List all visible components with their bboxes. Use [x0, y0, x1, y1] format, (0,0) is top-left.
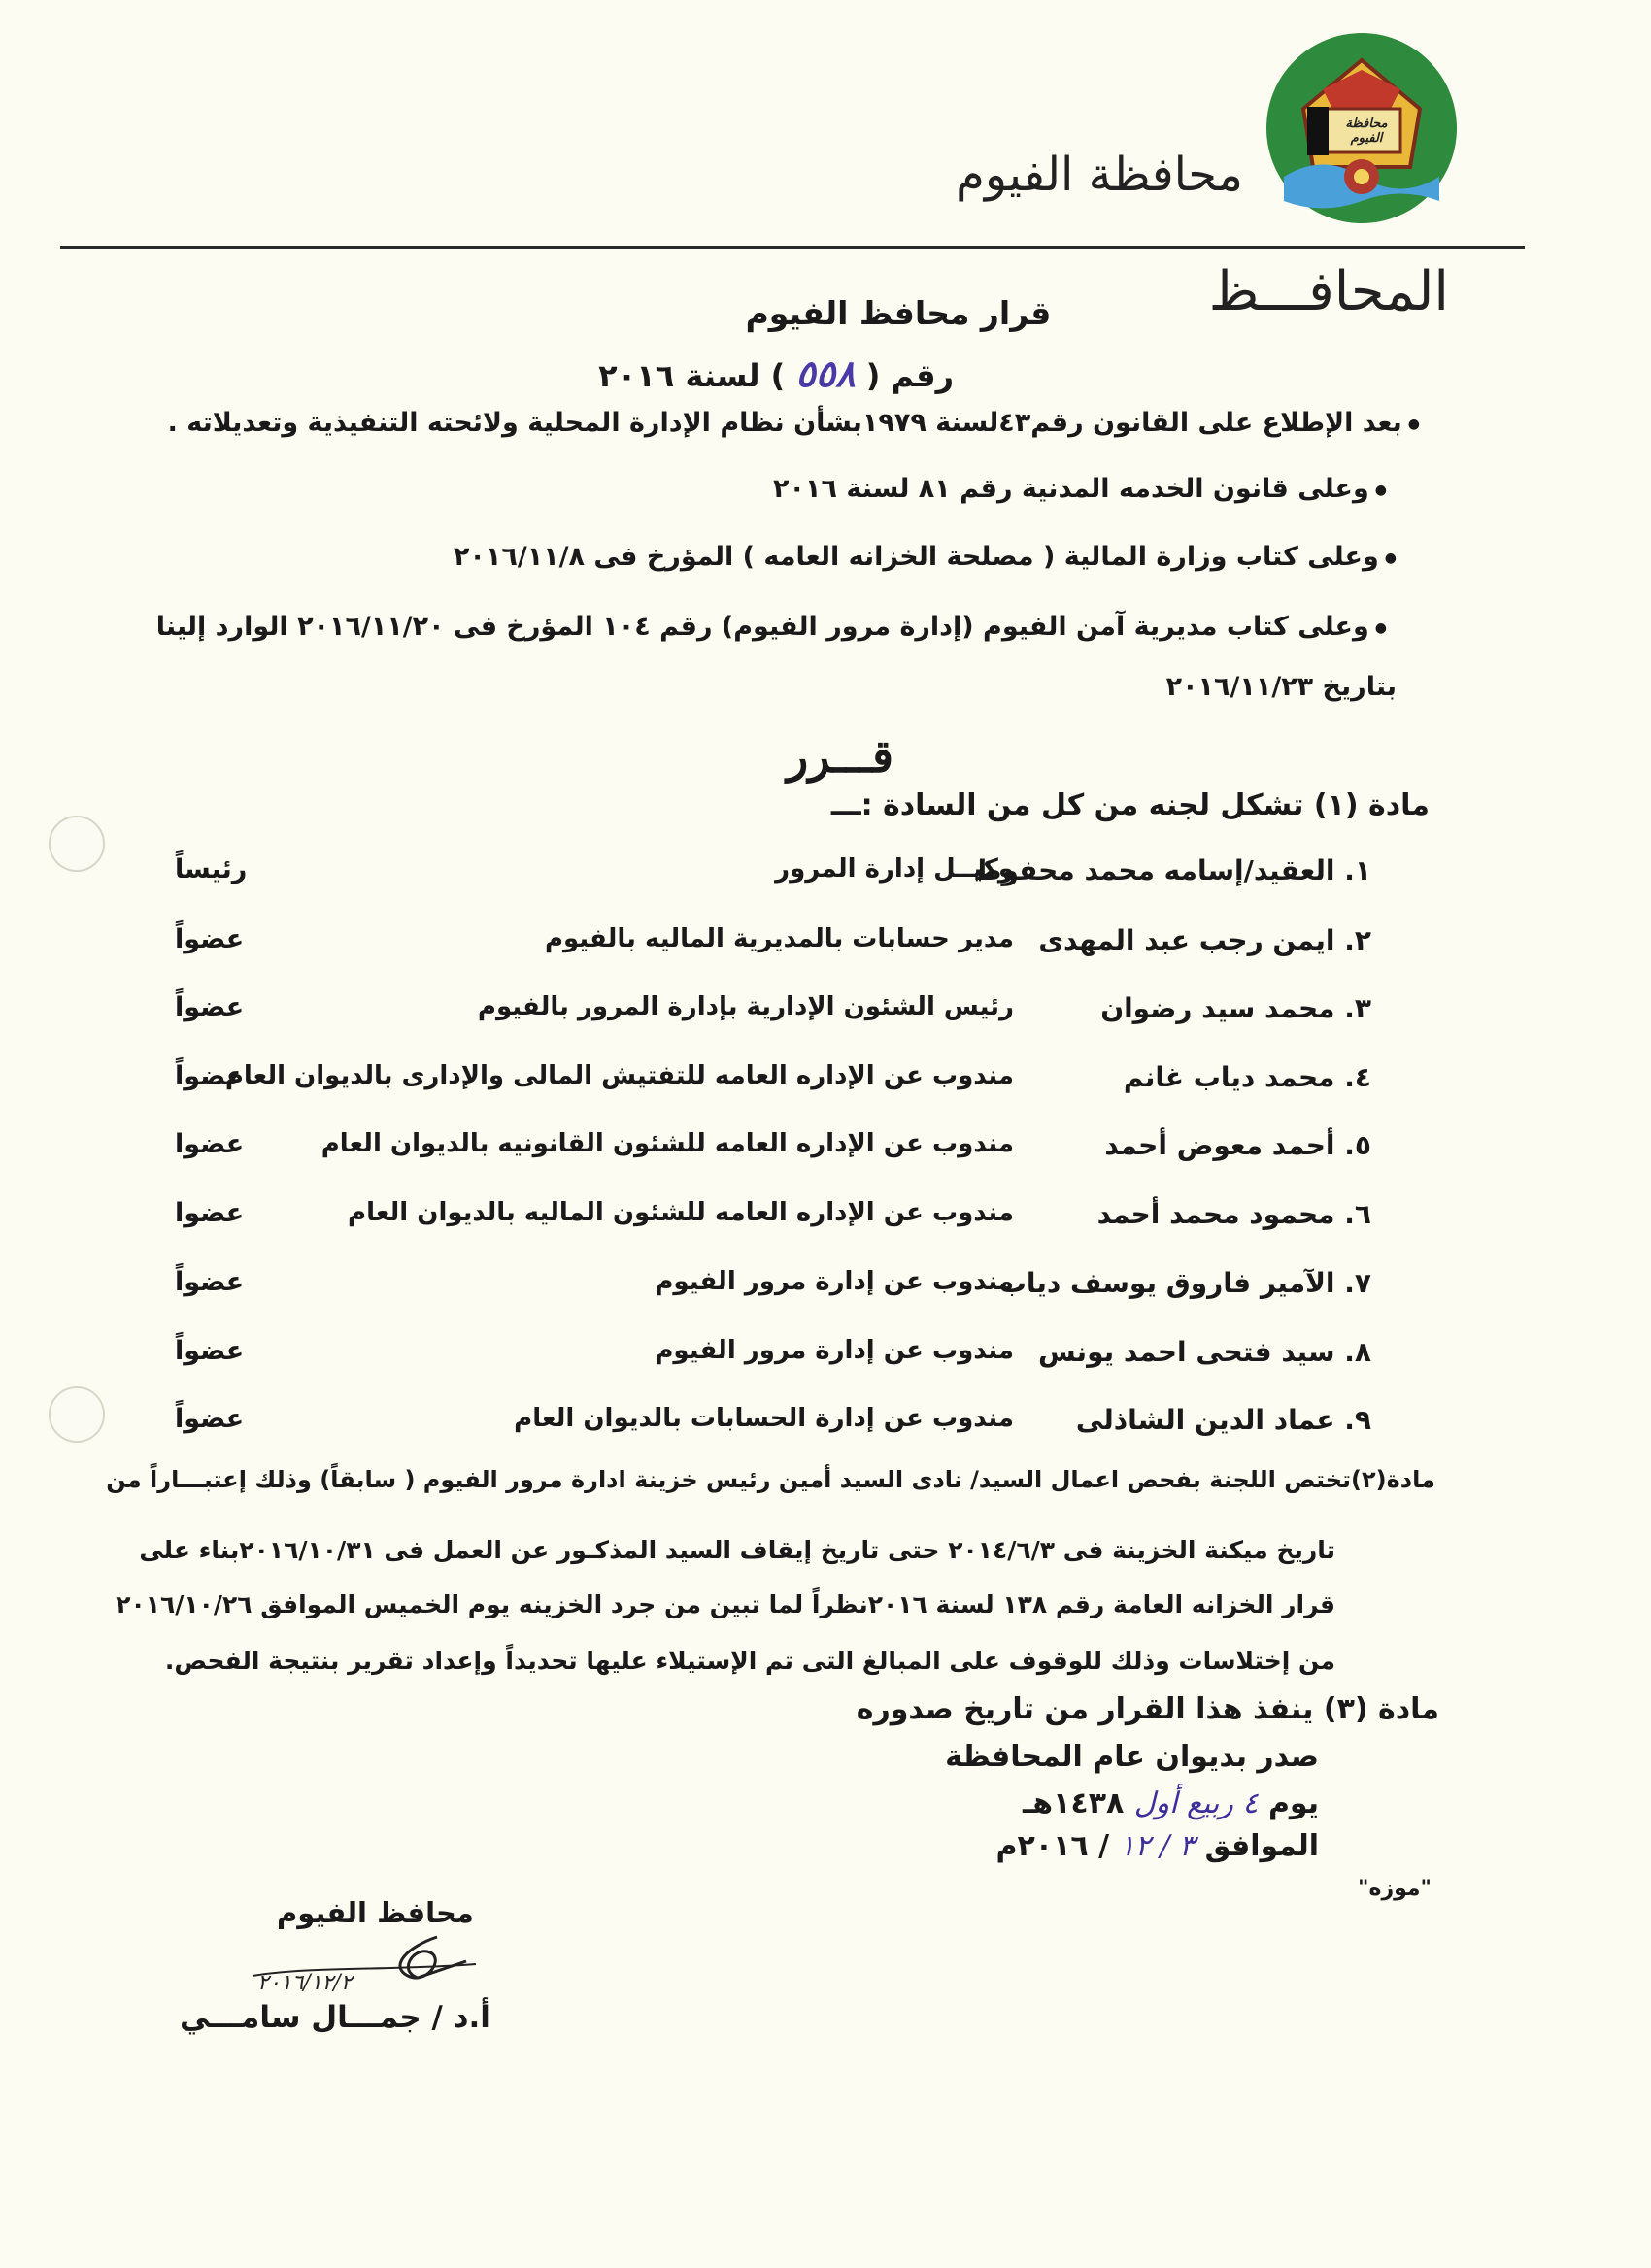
recital-4: ●وعلى كتاب مديرية آمن الفيوم (إدارة مرور الفيوم) رقم ١٠٤ المؤرخ فى ٢٠١٦/١١/٢٠ الوارد إلينا [155, 612, 1387, 642]
member-row-9 [175, 1404, 1371, 1452]
governorate-logo [1264, 31, 1459, 225]
member-row-1 [175, 854, 1371, 903]
member-name: ٦. محمود محمد أحمد [1096, 1198, 1371, 1230]
member-name: ٤. محمد دياب غانم [1123, 1061, 1371, 1093]
member-row-3 [175, 992, 1371, 1041]
gregorian-year: / ٢٠١٦م [995, 1829, 1110, 1863]
member-job: مندوب عن إدارة مرور الفيوم [655, 1336, 1014, 1365]
hijri-year: ١٤٣٨هـ [1023, 1786, 1125, 1820]
member-job: رئيس الشئون الإدارية بإدارة المرور بالفيوم [477, 992, 1014, 1021]
member-role: عضواً [175, 1336, 245, 1366]
recital-text: بعد الإطلاع على القانون رقم٤٣لسنة ١٩٧٩بشأن نظام الإدارة المحلية ولائحته التنفيذية وتعديلاته . [167, 408, 1402, 438]
member-name: ٨. سيد فتحى احمد يونس [1037, 1336, 1371, 1368]
decision-title: قرار محافظ الفيوم [745, 294, 1052, 332]
member-name: ٢. ايمن رجب عبد المهدى [1038, 924, 1371, 956]
issuance-place: صدر بديوان عام المحافظة [945, 1740, 1319, 1774]
member-job: مندوب عن إدارة مرور الفيوم [655, 1267, 1014, 1296]
member-job: مندوب عن الإداره العامه للتفتيش المالى والإدارى بالديوان العام [224, 1061, 1014, 1090]
recital-1: ●بعد الإطلاع على القانون رقم٤٣لسنة ١٩٧٩بشأن نظام الإدارة المحلية ولائحته التنفيذية وتعديلاته . [167, 408, 1420, 438]
member-row-2 [175, 924, 1371, 973]
issuance-gregorian-date [995, 1829, 1319, 1863]
hijri-day-handwritten: ٤ ربيع أول [1133, 1786, 1259, 1820]
member-role: عضواً [175, 924, 245, 954]
member-role: عضواً [175, 1267, 245, 1297]
gregorian-day-handwritten: ٣ / ١٢ [1119, 1829, 1196, 1863]
reference-code: "موزه" [1358, 1877, 1432, 1901]
issuance-hijri-date [1023, 1786, 1319, 1820]
member-job: مندوب عن الإداره العامه للشئون الماليه بالديوان العام [348, 1198, 1014, 1227]
member-name: ٥. أحمد معوض أحمد [1104, 1129, 1371, 1161]
article-2-line-2: تاريخ ميكنة الخزينة فى ٢٠١٤/٦/٣ حتى تاريخ إيقاف السيد المذكـور عن العمل فى ٢٠١٦/١٠/٣١بناء على [139, 1536, 1335, 1564]
article-3: مادة (٣) ينفذ هذا القرار من تاريخ صدوره [856, 1692, 1439, 1726]
member-name: ٩. عماد الدين الشاذلى [1075, 1404, 1371, 1436]
signature-name: أ.د / جمـــال سامـــي [180, 2000, 490, 2035]
article-1-heading: مادة (١) تشكل لجنه من كل من السادة :ـــ [830, 788, 1430, 822]
office-title: المحافـــظ [1208, 260, 1449, 323]
hijri-label: يوم [1267, 1786, 1319, 1820]
member-row-6 [175, 1198, 1371, 1247]
member-row-4 [175, 1061, 1371, 1110]
decision-number-prefix: رقم ( [865, 357, 954, 394]
decreed-heading: قـــرر [786, 730, 893, 783]
decision-number-value: ٥٥٨ [795, 351, 856, 395]
member-row-5 [175, 1129, 1371, 1178]
member-name: ٧. الآمير فاروق يوسف دياب [998, 1267, 1371, 1299]
recital-text: وعلى كتاب مديرية آمن الفيوم (إدارة مرور الفيوم) رقم ١٠٤ المؤرخ فى ٢٠١٦/١١/٢٠ الوارد إلينا [155, 612, 1369, 642]
signature-date-handwritten: ٢٠١٦/١٢/٢ [257, 1971, 353, 1995]
recital-text: وعلى كتاب وزارة المالية ( مصلحة الخزانه العامه ) المؤرخ فى ٢٠١٦/١١/٨ [453, 542, 1379, 572]
member-role: عضوا [175, 1129, 245, 1159]
punch-hole-bottom [49, 1386, 105, 1443]
logo-text: محافظة الفيوم [1345, 117, 1388, 146]
decision-number-suffix: ) لسنة ٢٠١٦ [598, 357, 786, 394]
member-job: مندوب عن الإداره العامه للشئون القانونيه بالديوان العام [320, 1129, 1014, 1158]
punch-hole-top [49, 816, 105, 872]
decision-number [598, 351, 954, 395]
article-2-line-4: من إختلاسات وذلك للوقوف على المبالغ التى تم الإستيلاء عليها تحديداً وإعداد تقرير بنتيجة الفحص. [164, 1647, 1335, 1675]
governorate-name: محافظة الفيوم [956, 148, 1243, 202]
member-role: عضواً [175, 1061, 245, 1091]
member-job: مدير حسابات بالمديرية الماليه بالفيوم [544, 924, 1014, 953]
member-role: عضواً [175, 992, 245, 1022]
recital-text: وعلى قانون الخدمه المدنية رقم ٨١ لسنة ٢٠١٦ [773, 474, 1369, 504]
member-role: عضوا [175, 1198, 245, 1228]
header-rule [60, 246, 1525, 249]
member-row-7 [175, 1267, 1371, 1316]
gregorian-label: الموافق [1204, 1829, 1319, 1863]
signature-title: محافظ الفيوم [277, 1896, 474, 1929]
recital-4-continued: بتاريخ ٢٠١٦/١١/٢٣ [1165, 672, 1397, 702]
recital-2: ●وعلى قانون الخدمه المدنية رقم ٨١ لسنة ٢٠١٦ [773, 474, 1387, 504]
article-2-line-1: مادة(٢)تختص اللجنة بفحص اعمال السيد/ نادى السيد أمين رئيس خزينة ادارة مرور الفيوم ( سابقاً) وذلك إعتبـــاراً من [106, 1466, 1435, 1493]
member-job: وكيــل إدارة المرور [775, 854, 1014, 884]
member-job: مندوب عن إدارة الحسابات بالديوان العام [514, 1404, 1014, 1433]
member-role: رئيساً [175, 854, 248, 884]
member-name: ١. العقيد/إسامه محمد محفوظ [973, 854, 1371, 886]
member-name: ٣. محمد سيد رضوان [1100, 992, 1371, 1024]
member-role: عضواً [175, 1404, 245, 1434]
recital-3: ●وعلى كتاب وزارة المالية ( مصلحة الخزانه العامه ) المؤرخ فى ٢٠١٦/١١/٨ [453, 542, 1397, 572]
member-row-8 [175, 1336, 1371, 1384]
article-2-line-3: قرار الخزانه العامة رقم ١٣٨ لسنة ٢٠١٦نظراً لما تبين من جرد الخزينه يوم الخميس الموافق ٢٠١٦/١٠/٢٦ [116, 1590, 1335, 1618]
